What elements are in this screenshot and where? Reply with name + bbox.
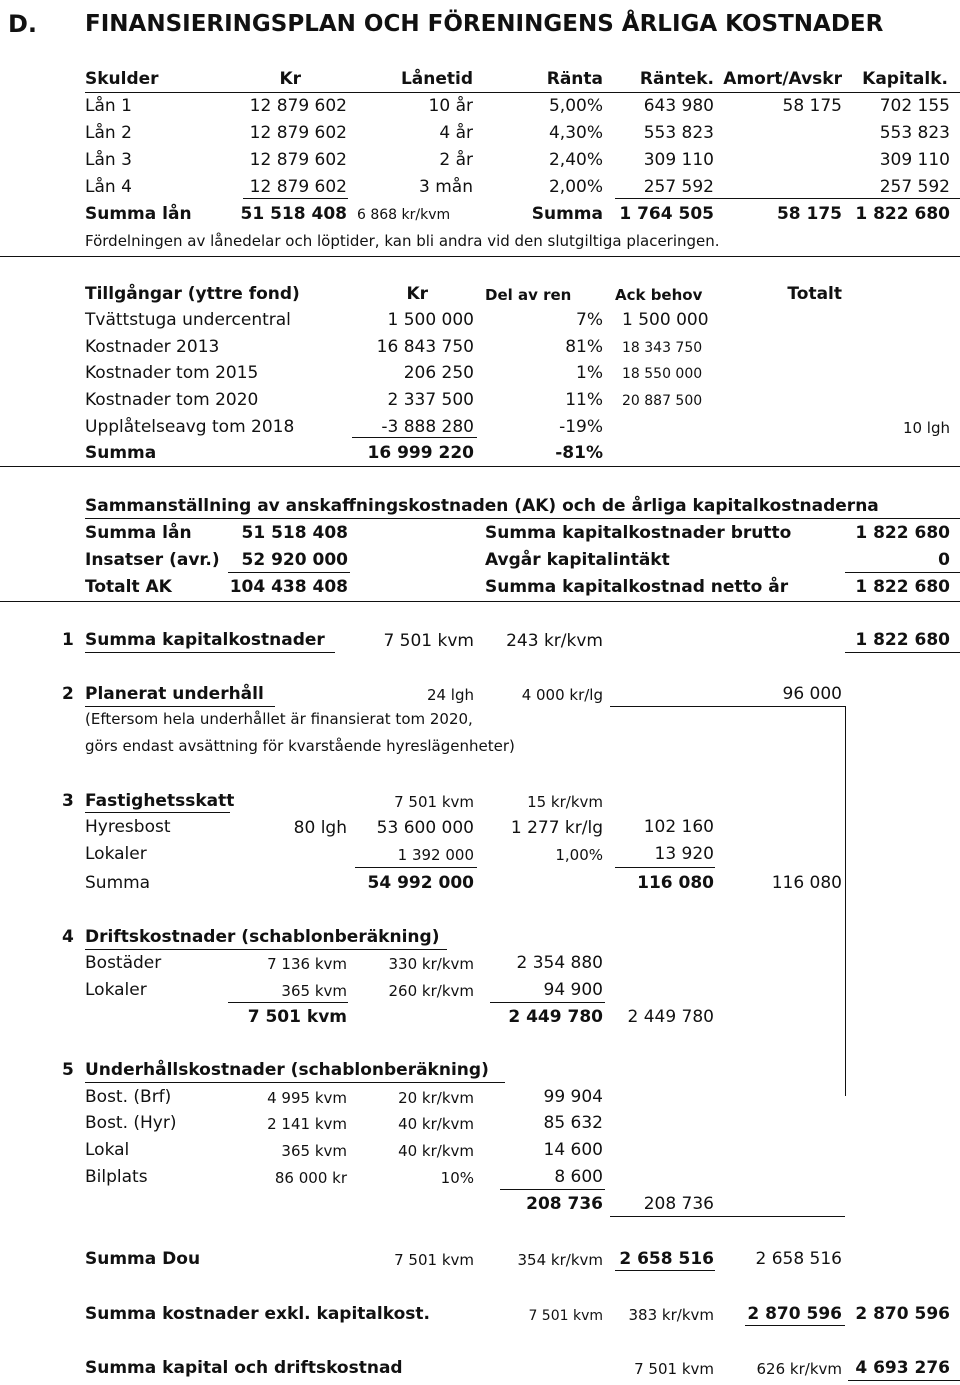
section-perkvm: 15 kr/kvm (527, 793, 603, 811)
uh-row-name: Bilplats (85, 1167, 148, 1187)
summary-label2: Avgår kapitalintäkt (485, 550, 670, 570)
tax-base-underline (355, 867, 477, 868)
asset-del: 1% (576, 363, 603, 383)
loans-bottom-rule (0, 256, 960, 257)
summary-label: Totalt AK (85, 577, 172, 597)
tax-row-base: 53 600 000 (376, 818, 474, 838)
section2-underline (85, 706, 275, 707)
tax-row-val: 102 160 (643, 817, 714, 837)
section-number: 2 (62, 684, 74, 704)
dou-label: Summa Dou (85, 1249, 201, 1269)
dou-perkvm: 354 kr/kvm (517, 1251, 603, 1269)
loan-note: Fördelningen av lånedelar och löptider, kan bli andra vid den slutgiltiga placeringen. (85, 232, 720, 250)
loan-amort: 58 175 (782, 96, 842, 116)
drift-row-rate: 330 kr/kvm (388, 955, 474, 973)
asset-ack: 18 343 750 (622, 340, 703, 356)
tax-sum-total: 116 080 (771, 873, 842, 893)
loan-name: Lån 3 (85, 150, 132, 170)
loan-rantek: 643 980 (643, 96, 714, 116)
asset-kr: 2 337 500 (387, 390, 474, 410)
section-total: 1 822 680 (855, 630, 950, 650)
section-label: Fastighetsskatt (85, 791, 235, 811)
section-number: 5 (62, 1060, 74, 1080)
asset-del: 11% (565, 390, 603, 410)
asset-kr: 16 843 750 (376, 337, 474, 357)
loan-lanetid: 4 år (439, 123, 473, 143)
summary-value-underline (228, 572, 350, 573)
loan-ranta: 2,00% (548, 177, 603, 197)
assets-header-del: Del av ren (485, 286, 572, 304)
asset-name: Kostnader 2013 (85, 337, 220, 357)
uh-row-val: 14 600 (543, 1140, 603, 1160)
section-perkvm: 243 kr/kvm (506, 631, 603, 651)
dou-kvm: 7 501 kvm (394, 1251, 474, 1269)
summary-heading: Sammanställning av anskaffningskostnaden (AK) och de årliga kapitalkostnaderna (85, 496, 879, 516)
uh-row-rate: 20 kr/kvm (398, 1089, 474, 1107)
exkl-val: 2 870 596 (747, 1304, 842, 1324)
section-number: 1 (62, 630, 74, 650)
exkl-label: Summa kostnader exkl. kapitalkost. (85, 1304, 430, 1324)
uh-row-kvm: 86 000 kr (274, 1169, 347, 1187)
grand-kvm: 7 501 kvm (634, 1360, 714, 1378)
summary-value: 51 518 408 (241, 523, 348, 543)
section-number: 3 (62, 791, 74, 811)
summary-value2: 1 822 680 (855, 523, 950, 543)
loan-ranta: 4,30% (548, 123, 603, 143)
summary-label: Insatser (avr.) (85, 550, 220, 570)
tax-row-lgh: 80 lgh (293, 818, 347, 838)
loan-sum-rantek: 1 764 505 (619, 204, 714, 224)
assets-bottom-rule (0, 466, 960, 467)
loan-rantek: 257 592 (643, 177, 714, 197)
page-title: FINANSIERINGSPLAN OCH FÖRENINGENS ÅRLIGA KOSTNADER (85, 11, 884, 37)
grand-perkvm: 626 kr/kvm (756, 1360, 842, 1378)
asset-name: Tvättstuga undercentral (85, 310, 291, 330)
exkl-perkvm: 383 kr/kvm (628, 1306, 714, 1324)
uh-val-underline (500, 1189, 605, 1190)
loan-kr: 12 879 602 (249, 123, 347, 143)
loan-ranta: 5,00% (548, 96, 603, 116)
col-header-kr: Kr (279, 69, 301, 89)
uh-sum-total: 208 736 (643, 1194, 714, 1214)
loan-name: Lån 4 (85, 177, 132, 197)
summary-heading-underline (85, 518, 960, 519)
uh-row-rate: 10% (440, 1169, 474, 1187)
header-underline (85, 92, 960, 93)
summary-value: 104 438 408 (229, 577, 348, 597)
loan-name: Lån 2 (85, 123, 132, 143)
exkl-kvm: 7 501 kvm (528, 1308, 603, 1324)
loan-lanetid: 2 år (439, 150, 473, 170)
summary-value: 52 920 000 (241, 550, 348, 570)
loan-sum-kr: 51 518 408 (240, 204, 347, 224)
assets-header-totalt: Totalt (787, 284, 842, 304)
section-kvm: 7 501 kvm (383, 631, 474, 651)
assets-header-kr: Kr (406, 284, 428, 304)
section1-total-underline (845, 652, 960, 653)
drift-sum-val: 2 449 780 (508, 1007, 603, 1027)
loan-sum-perkvm: 6 868 kr/kvm (357, 207, 451, 223)
tax-row-base: 1 392 000 (397, 846, 474, 864)
asset-ack: 18 550 000 (622, 366, 703, 382)
asset-sum-kr: 16 999 220 (367, 443, 474, 463)
tax-row-rate: 1,00% (555, 846, 603, 864)
drift-kvm-underline (228, 1002, 348, 1003)
loan-lanetid: 10 år (428, 96, 473, 116)
tax-row-rate: 1 277 kr/lg (510, 818, 603, 838)
uh-row-kvm: 365 kvm (281, 1142, 347, 1160)
drift-row-kvm: 7 136 kvm (267, 955, 347, 973)
drift-sum-kvm: 7 501 kvm (247, 1007, 347, 1027)
asset-del: 7% (576, 310, 603, 330)
drift-row-rate: 260 kr/kvm (388, 982, 474, 1000)
section-label: Underhållskostnader (schablonberäkning) (85, 1060, 489, 1080)
section2-total-underline (610, 706, 845, 707)
uh-row-rate: 40 kr/kvm (398, 1115, 474, 1133)
exkl-total: 2 870 596 (855, 1304, 950, 1324)
loan-sum-kapitalk: 1 822 680 (855, 204, 950, 224)
loan-ranta: 2,40% (548, 150, 603, 170)
summary-label2: Summa kapitalkostnader brutto (485, 523, 792, 543)
asset-ack: 1 500 000 (622, 310, 709, 330)
section-perlg: 4 000 kr/lg (521, 686, 603, 704)
grand-total: 4 693 276 (855, 1358, 950, 1378)
loan-kapitalk: 309 110 (879, 150, 950, 170)
summary-label2: Summa kapitalkostnad netto år (485, 577, 789, 597)
section-label: Summa kapitalkostnader (85, 630, 325, 650)
loan-kr: 12 879 602 (249, 150, 347, 170)
loan-kr-underline (243, 198, 348, 199)
loan-rantek-underline (615, 198, 960, 199)
tax-row-name: Hyresbost (85, 817, 171, 837)
uh-row-val: 8 600 (554, 1167, 603, 1187)
loan-sum-amort: 58 175 (776, 204, 842, 224)
uh-row-val: 99 904 (543, 1087, 603, 1107)
summary-label: Summa lån (85, 523, 192, 543)
section-number: 4 (62, 927, 74, 947)
summary-value2: 0 (938, 550, 950, 570)
loan-kr: 12 879 602 (249, 177, 347, 197)
col-header-amort: Amort/Avskr (723, 69, 842, 89)
tax-row-name: Lokaler (85, 844, 147, 864)
uh-row-name: Bost. (Brf) (85, 1087, 172, 1107)
summary-value2-underline (845, 572, 960, 573)
drift-val-underline (490, 1002, 605, 1003)
assets-header-name: Tillgångar (yttre fond) (85, 284, 300, 304)
summary-value2: 1 822 680 (855, 577, 950, 597)
uh-total-underline (610, 1216, 845, 1217)
loan-kapitalk: 553 823 (879, 123, 950, 143)
asset-kr: -3 888 280 (381, 417, 474, 437)
uh-row-kvm: 4 995 kvm (267, 1089, 347, 1107)
asset-kr-underline (352, 437, 477, 438)
asset-del: -19% (559, 417, 603, 437)
col-header-lanetid: Lånetid (400, 69, 473, 89)
grand-total-underline (848, 1380, 960, 1381)
loan-kapitalk: 257 592 (879, 177, 950, 197)
asset-totalt: 10 lgh (902, 419, 950, 437)
drift-row-kvm: 365 kvm (281, 982, 347, 1000)
col-header-ranta: Ränta (546, 69, 603, 89)
loan-rantek: 309 110 (643, 150, 714, 170)
loan-name: Lån 1 (85, 96, 132, 116)
section-letter: D. (8, 10, 38, 38)
asset-kr: 1 500 000 (387, 310, 474, 330)
section2-bracket (845, 706, 846, 1096)
tax-sum-base: 54 992 000 (367, 873, 474, 893)
tax-val-underline (615, 867, 715, 868)
loan-sum-label: Summa lån (85, 204, 192, 224)
dou-total: 2 658 516 (755, 1249, 842, 1269)
asset-name: Upplåtelseavg tom 2018 (85, 417, 295, 437)
asset-sum-label: Summa (85, 443, 157, 463)
uh-row-kvm: 2 141 kvm (267, 1115, 347, 1133)
drift-row-val: 2 354 880 (516, 953, 603, 973)
section-note: (Eftersom hela underhållet är finansierat tom 2020, (85, 710, 473, 728)
tax-row-val: 13 920 (654, 844, 714, 864)
asset-name: Kostnader tom 2015 (85, 363, 259, 383)
dou-val-underline (615, 1270, 715, 1271)
section-total: 96 000 (782, 684, 842, 704)
drift-sum-total: 2 449 780 (627, 1007, 714, 1027)
loan-rantek: 553 823 (643, 123, 714, 143)
section-note: görs endast avsättning för kvarstående hyreslägenheter) (85, 737, 515, 755)
uh-sum-val: 208 736 (526, 1194, 603, 1214)
uh-row-name: Bost. (Hyr) (85, 1113, 177, 1133)
tax-sum-val: 116 080 (637, 873, 714, 893)
col-header-skulder: Skulder (85, 69, 159, 89)
asset-sum-del: -81% (555, 443, 603, 463)
section5-underline (85, 1082, 505, 1083)
section-label: Driftskostnader (schablonberäkning) (85, 927, 440, 947)
tax-sum-label: Summa (85, 873, 151, 893)
section-lgh: 24 lgh (426, 686, 474, 704)
loan-lanetid: 3 mån (419, 177, 473, 197)
asset-kr: 206 250 (403, 363, 474, 383)
section3-underline (85, 812, 230, 813)
dou-val: 2 658 516 (619, 1249, 714, 1269)
loan-sum-label2: Summa (531, 204, 603, 224)
col-header-rantek: Räntek. (639, 69, 714, 89)
asset-ack: 20 887 500 (622, 393, 703, 409)
section4-underline (85, 949, 447, 950)
asset-name: Kostnader tom 2020 (85, 390, 259, 410)
section-label: Planerat underhåll (85, 684, 264, 704)
assets-header-ack: Ack behov (615, 286, 703, 304)
col-header-kapitalk: Kapitalk. (862, 69, 948, 89)
section1-underline (85, 652, 335, 653)
section-kvm: 7 501 kvm (394, 793, 474, 811)
loan-kapitalk: 702 155 (879, 96, 950, 116)
drift-row-val: 94 900 (543, 980, 603, 1000)
uh-row-rate: 40 kr/kvm (398, 1142, 474, 1160)
loan-kr: 12 879 602 (249, 96, 347, 116)
uh-row-name: Lokal (85, 1140, 130, 1160)
exkl-val-underline (745, 1325, 845, 1326)
uh-row-val: 85 632 (543, 1113, 603, 1133)
drift-row-name: Lokaler (85, 980, 147, 1000)
summary-bottom-rule (0, 601, 960, 602)
drift-row-name: Bostäder (85, 953, 162, 973)
grand-label: Summa kapital och driftskostnad (85, 1358, 403, 1378)
asset-del: 81% (565, 337, 603, 357)
